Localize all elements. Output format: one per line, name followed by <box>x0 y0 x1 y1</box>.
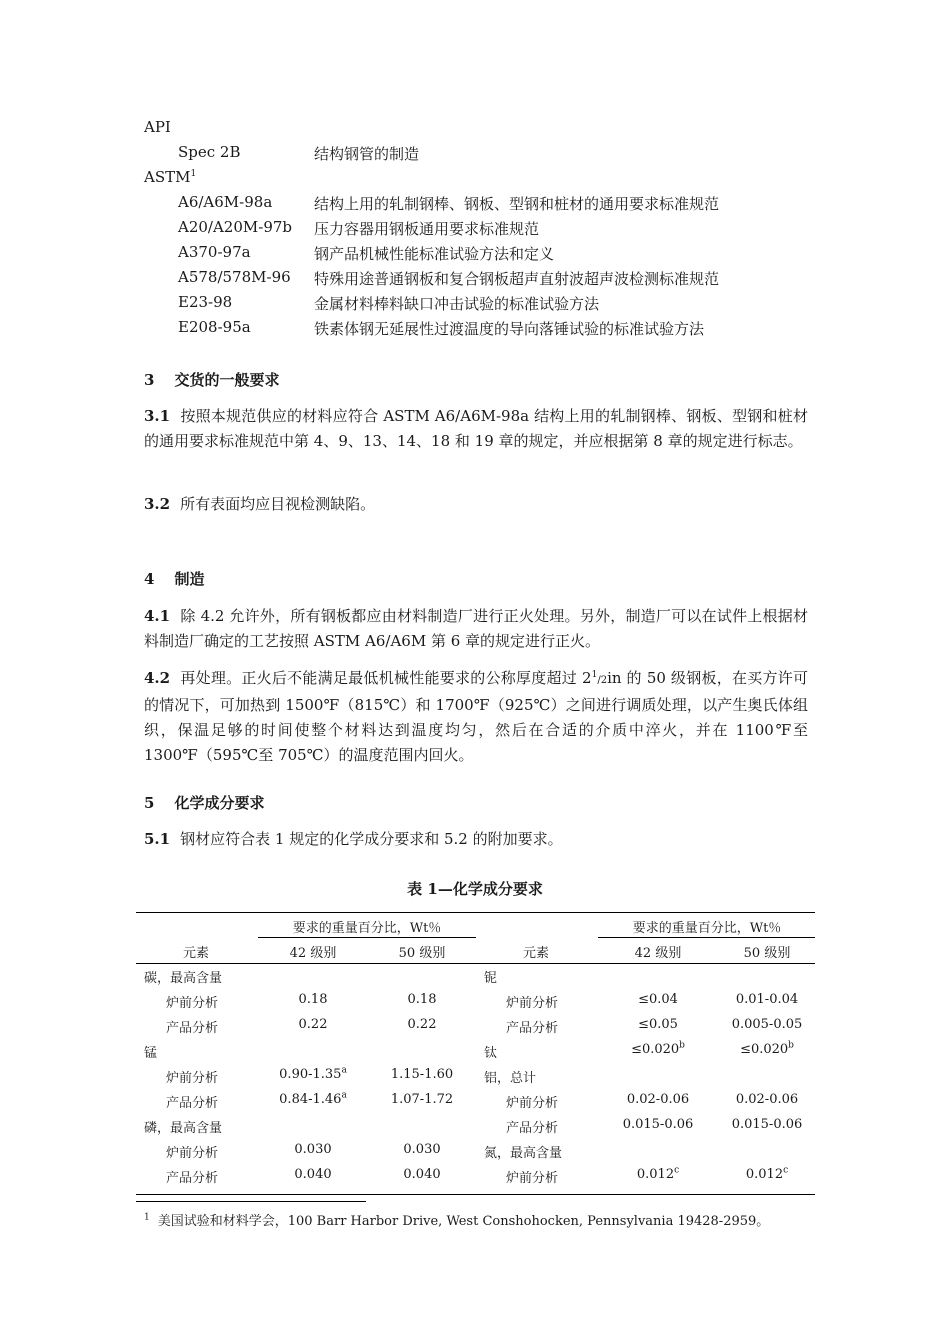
cell-note-mark: b <box>788 1040 794 1051</box>
cell-note-mark: a <box>341 1090 347 1101</box>
table-row-label: 产品分析 <box>166 1171 219 1186</box>
paragraph-3-1 <box>144 404 808 454</box>
cell-note-mark: c <box>783 1165 789 1176</box>
footnote-ref: 1 <box>190 169 197 179</box>
cell-value: 0.02-0.06 <box>626 1092 690 1107</box>
cell-value: 0.22 <box>407 1017 437 1032</box>
header-group-left: 要求的重量百分比，Wt％ <box>292 921 442 936</box>
ref-code: A578/578M-96 <box>178 268 291 286</box>
paragraph-text: 再处理。正火后不能满足最低机械性能要求的公称厚度超过 2 <box>180 669 592 687</box>
table-row-label: 炉前分析 <box>506 1171 559 1186</box>
section-title: 交货的一般要求 <box>174 371 280 389</box>
table-cell <box>638 992 678 1007</box>
paragraph-5-1 <box>144 827 808 852</box>
ref-title: 金属材料棒料缺口冲击试验的标准试验方法 <box>314 295 600 313</box>
ref-title-api-1: 结构钢管的制造 <box>314 145 420 163</box>
table-row-label: 铝，总计 <box>484 1071 537 1086</box>
paragraph-text: 所有表面均应目视检测缺陷。 <box>180 495 376 513</box>
table-cell <box>391 1067 453 1082</box>
ref-code: A20/A20M-97b <box>178 218 293 236</box>
cell-value: 0.040 <box>294 1167 332 1182</box>
section-number: 5 <box>144 794 155 812</box>
section-title: 制造 <box>174 570 205 588</box>
table-bottom-rule <box>136 1194 815 1195</box>
table-row-label: 产品分析 <box>166 1021 219 1036</box>
table-row-label: 产品分析 <box>166 1096 219 1111</box>
cell-value: 0.02-0.06 <box>735 1092 799 1107</box>
table-cell <box>746 1167 788 1182</box>
cell-value: ≤0.020 <box>631 1042 680 1057</box>
section-heading-4 <box>144 568 204 589</box>
table-cell <box>408 992 437 1007</box>
table-cell <box>732 1017 803 1032</box>
cell-value: 1.15-1.60 <box>390 1067 454 1082</box>
section-number: 4 <box>144 570 155 588</box>
table-cell <box>736 1092 798 1107</box>
table-cell <box>627 1092 689 1107</box>
table-cell <box>279 1067 347 1082</box>
cell-value: 0.015-0.06 <box>731 1117 803 1132</box>
ref-code-api-1: Spec 2B <box>178 143 241 161</box>
cell-value: ≤0.04 <box>638 992 678 1007</box>
paragraph-text: 除 4.2 允许外，所有钢板都应由材料制造厂进行正火处理。另外，制造厂可以在试件上根据材料制造厂确定的工艺按照 ASTM A6/A6M 第 6 章的规定进行正火。 <box>144 607 808 650</box>
cell-value: ≤0.020 <box>740 1042 789 1057</box>
table-cell <box>736 992 798 1007</box>
cell-value: 0.030 <box>403 1142 441 1157</box>
astm-heading <box>144 168 196 186</box>
table-cell <box>294 1167 331 1182</box>
table-cell <box>638 1017 678 1032</box>
table-cell <box>637 1167 679 1182</box>
cell-value: 0.012 <box>636 1167 675 1182</box>
table-row-label: 炉前分析 <box>506 996 559 1011</box>
paragraph-text: 钢材应符合表 1 规定的化学成分要求和 5.2 的附加要求。 <box>180 830 563 848</box>
cell-value: 0.005-0.05 <box>731 1017 803 1032</box>
table-caption: 表 1—化学成分要求 <box>407 880 543 898</box>
astm-heading-text: ASTM <box>144 168 191 186</box>
footnote-mark: 1 <box>144 1212 150 1223</box>
col-header-grade-50: 50 级别 <box>398 946 446 961</box>
paragraph-3-2 <box>144 492 808 517</box>
cell-value: 0.012 <box>745 1167 784 1182</box>
api-heading: API <box>144 118 171 136</box>
paragraph-4-1 <box>144 604 808 654</box>
cell-note-mark: c <box>674 1165 680 1176</box>
header-group-right: 要求的重量百分比，Wt％ <box>632 921 782 936</box>
table-row-label: 磷，最高含量 <box>144 1121 223 1136</box>
cell-value: ≤0.05 <box>638 1017 678 1032</box>
paragraph-4-2 <box>144 666 808 768</box>
table-row-label: 炉前分析 <box>166 996 219 1011</box>
table-cell <box>740 1042 794 1057</box>
table-cell <box>279 1092 347 1107</box>
paragraph-number: 4.1 <box>144 607 171 625</box>
cell-value: 1.07-1.72 <box>390 1092 454 1107</box>
table-cell <box>732 1117 803 1132</box>
cell-note-mark: a <box>341 1065 347 1076</box>
table-cell <box>403 1142 440 1157</box>
ref-title: 压力容器用钢板通用要求标准规范 <box>314 220 540 238</box>
footnote-text: 美国试验和材料学会，100 Barr Harbor Drive, West Conshohocken, Pennsylvania 19428-2959。 <box>157 1214 770 1229</box>
table-cell <box>631 1042 685 1057</box>
ref-title: 钢产品机械性能标准试验方法和定义 <box>314 245 555 263</box>
paragraph-number: 5.1 <box>144 830 171 848</box>
table-cell <box>408 1017 437 1032</box>
cell-value: 0.01-0.04 <box>735 992 799 1007</box>
table-row-label: 炉前分析 <box>166 1146 219 1161</box>
ref-code: E208-95a <box>178 318 251 336</box>
cell-value: 0.015-0.06 <box>622 1117 694 1132</box>
table-row-label: 炉前分析 <box>506 1096 559 1111</box>
ref-title: 铁素体钢无延展性过渡温度的导向落锤试验的标准试验方法 <box>314 320 705 338</box>
table-cell <box>391 1092 453 1107</box>
paragraph-text: 按照本规范供应的材料应符合 ASTM A6/A6M-98a 结构上用的轧制钢棒、钢板、型钢和桩材的通用要求标准规范中第 4、9、13、14、18 和 19 章的规定，并应根据第 8 章的规定进行标志。 <box>144 407 808 450</box>
cell-value: 0.90-1.35 <box>279 1067 342 1082</box>
paragraph-number: 3.2 <box>144 495 171 513</box>
paragraph-text: in 的 50 级钢板，在买方许可的情况下，可加热到 1500℉（815℃）和 1700℉（925℃）之间进行调质处理，以产生奥氏体组织，保温足够的时间使整个材料达到温度均匀，然后在合适的介质中淬火，并在 1100℉至 1300℉（595℃至 705℃）的温度范围内回火。 <box>144 669 808 764</box>
col-header-grade-50: 50 级别 <box>743 946 791 961</box>
cell-value: 0.22 <box>298 1017 328 1032</box>
ref-code: A6/A6M-98a <box>178 193 273 211</box>
cell-note-mark: b <box>679 1040 685 1051</box>
ref-code: E23-98 <box>178 293 233 311</box>
fraction-denominator: /2 <box>597 675 608 686</box>
table-header-rule <box>136 963 815 964</box>
cell-value: 0.18 <box>407 992 437 1007</box>
col-header-element: 元素 <box>522 946 550 961</box>
col-header-element: 元素 <box>182 946 210 961</box>
table-row-label: 锰 <box>144 1046 158 1061</box>
table-row-label: 铌 <box>484 971 498 986</box>
col-header-grade-42: 42 级别 <box>289 946 337 961</box>
table-cell <box>299 1017 328 1032</box>
cell-value: 0.030 <box>294 1142 332 1157</box>
table-group-rule-right <box>598 937 815 938</box>
table-top-rule <box>136 912 815 913</box>
ref-title: 结构上用的轧制钢棒、钢板、型钢和桩材的通用要求标准规范 <box>314 195 720 213</box>
table-row-label: 产品分析 <box>506 1021 559 1036</box>
footnote-rule <box>136 1201 366 1202</box>
table-row-label: 碳，最高含量 <box>144 971 223 986</box>
table-cell <box>403 1167 440 1182</box>
ref-code: A370-97a <box>178 243 251 261</box>
cell-value: 0.18 <box>298 992 328 1007</box>
table-group-rule-left <box>258 937 476 938</box>
table-cell <box>623 1117 694 1132</box>
paragraph-number: 4.2 <box>144 669 171 687</box>
section-number: 3 <box>144 371 155 389</box>
ref-title: 特殊用途普通钢板和复合钢板超声直射波超声波检测标准规范 <box>314 270 720 288</box>
section-title: 化学成分要求 <box>174 794 265 812</box>
section-heading-5 <box>144 792 264 813</box>
table-row-label: 钛 <box>484 1046 498 1061</box>
table-row-label: 氮，最高含量 <box>484 1146 563 1161</box>
fraction-numerator: 1 <box>591 670 598 680</box>
table-row-label: 产品分析 <box>506 1121 559 1136</box>
footnote <box>144 1210 769 1229</box>
table-row-label: 炉前分析 <box>166 1071 219 1086</box>
cell-value: 0.84-1.46 <box>279 1092 342 1107</box>
paragraph-number: 3.1 <box>144 407 171 425</box>
table-cell <box>299 992 328 1007</box>
col-header-grade-42: 42 级别 <box>634 946 682 961</box>
table-cell <box>294 1142 331 1157</box>
section-heading-3 <box>144 369 279 390</box>
cell-value: 0.040 <box>403 1167 441 1182</box>
